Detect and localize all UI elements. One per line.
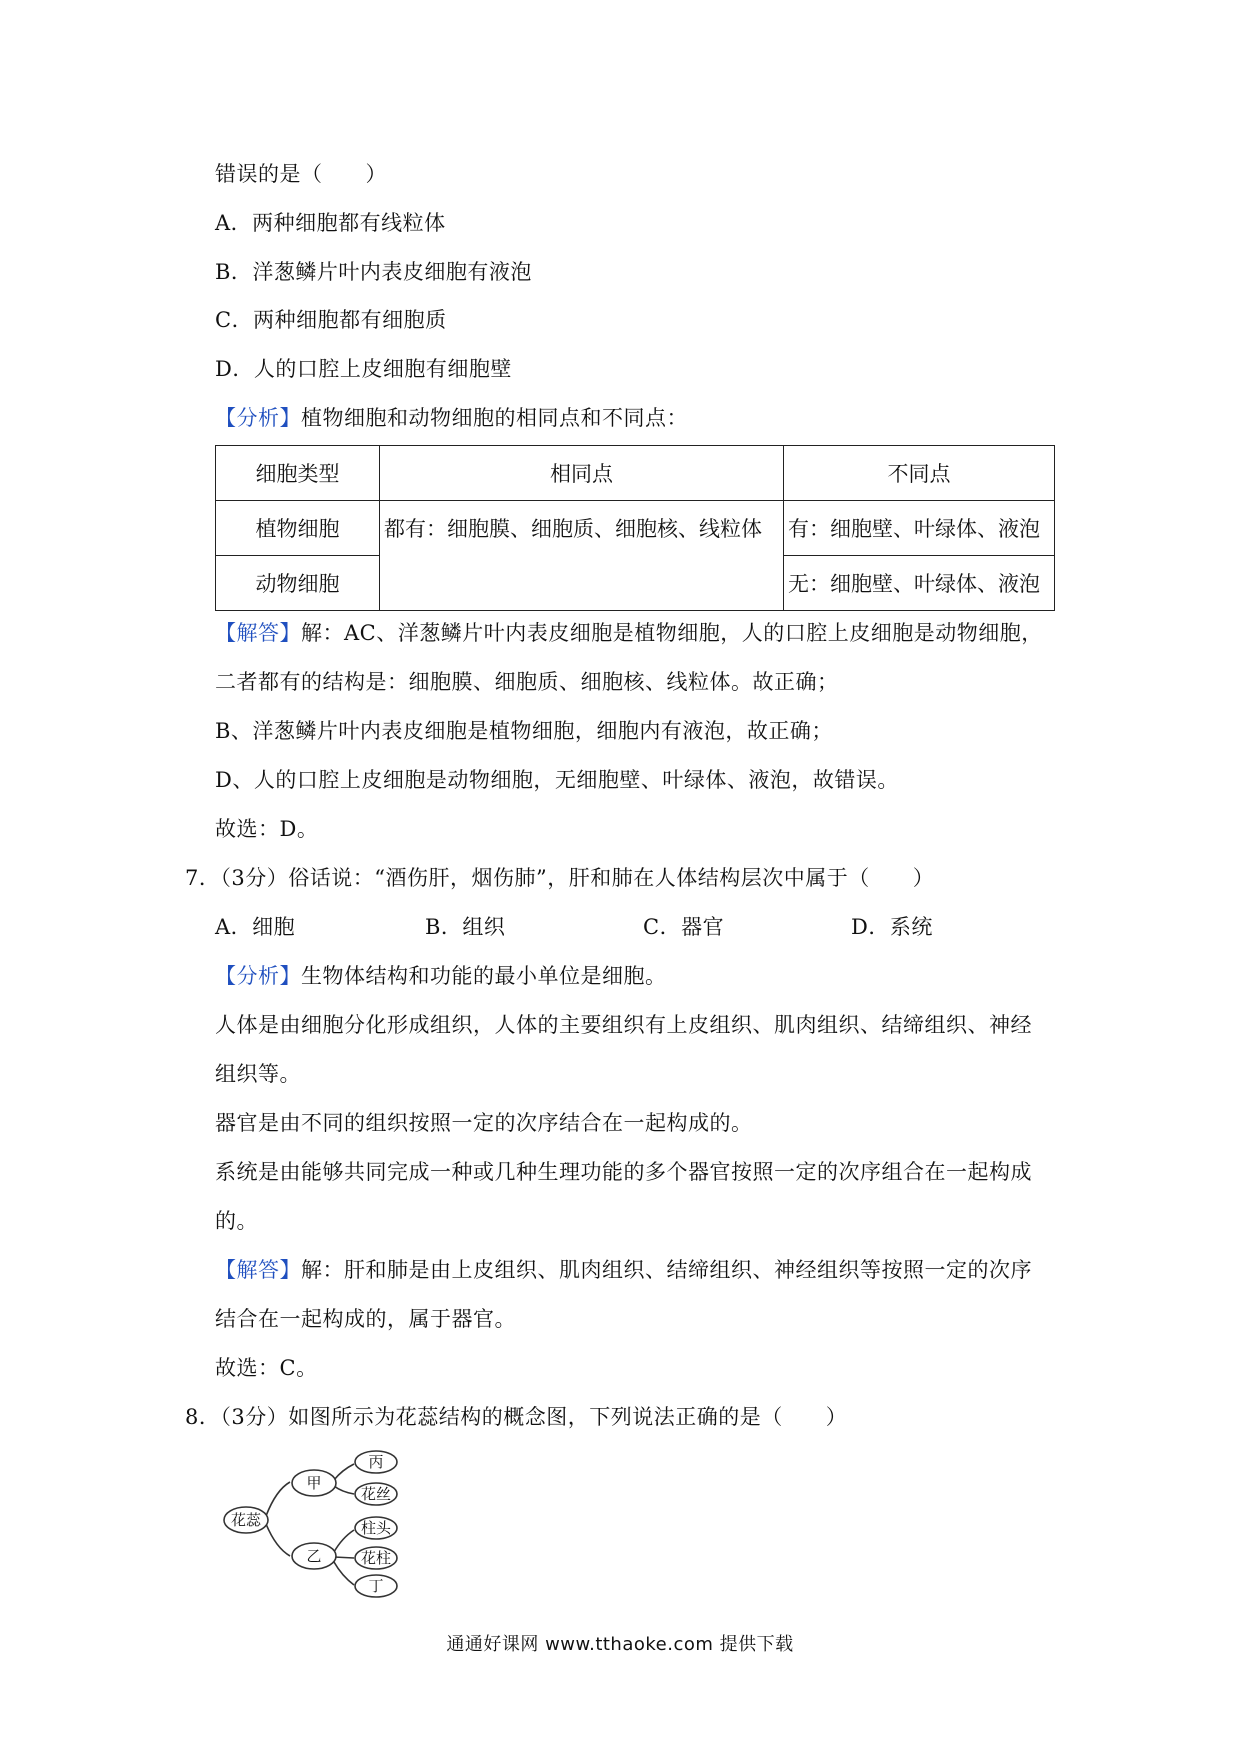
q6-answer-line-4: D、人的口腔上皮细胞是动物细胞，无细胞壁、叶绿体、液泡，故错误。	[215, 768, 899, 792]
q6-analysis	[215, 404, 688, 432]
diagram-label: 花柱	[360, 1549, 392, 1567]
analysis-tag: 【分析】	[215, 406, 301, 430]
q7-option-a: A．细胞	[215, 915, 296, 939]
answer-tag: 【解答】	[215, 1258, 301, 1282]
q7-options	[215, 913, 933, 941]
q7-answer-line-3: 故选：C。	[215, 1356, 318, 1380]
q6-answer-line-2: 二者都有的结构是：细胞膜、细胞质、细胞核、线粒体。故正确；	[215, 670, 839, 694]
q7-option-d: D．系统	[851, 915, 933, 939]
q7-analysis-line-5: 系统是由能够共同完成一种或几种生理功能的多个器官按照一定的次序组合在一起构成	[215, 1160, 1032, 1184]
q6-option-d: D．人的口腔上皮细胞有细胞壁	[215, 357, 512, 381]
diagram-label: 花丝	[360, 1485, 392, 1503]
q6-stem-end: 错误的是（ ）	[215, 162, 387, 186]
diagram-label: 花蕊	[230, 1511, 262, 1529]
q7-answer-line-2: 结合在一起构成的，属于器官。	[215, 1307, 516, 1331]
q7-stem: 7．（3分）俗话说：“酒伤肝，烟伤肺”，肝和肺在人体结构层次中属于（ ）	[185, 866, 935, 890]
q6-option-c: C．两种细胞都有细胞质	[215, 308, 447, 332]
diagram-label: 柱头	[360, 1519, 392, 1537]
q6-option-b: B．洋葱鳞片叶内表皮细胞有液泡	[215, 260, 532, 284]
analysis-text: 植物细胞和动物细胞的相同点和不同点：	[301, 406, 688, 430]
answer-tag: 【解答】	[215, 621, 301, 645]
analysis-text: 生物体结构和功能的最小单位是细胞。	[301, 964, 667, 988]
q7-analysis-line-3: 组织等。	[215, 1062, 301, 1086]
analysis-tag: 【分析】	[215, 964, 301, 988]
answer-text: 解：肝和肺是由上皮组织、肌肉组织、结缔组织、神经组织等按照一定的次序	[301, 1258, 1032, 1282]
q7-analysis-line-2: 人体是由细胞分化形成组织，人体的主要组织有上皮组织、肌肉组织、结缔组织、神经	[215, 1013, 1032, 1037]
q8-stem: 8．（3分）如图所示为花蕊结构的概念图，下列说法正确的是（ ）	[185, 1405, 848, 1429]
table-row	[216, 501, 1055, 556]
diagram-label: 丙	[368, 1453, 384, 1471]
q7-option-b: B．组织	[425, 915, 506, 939]
table-cell-diff: 有：细胞壁、叶绿体、液泡	[784, 501, 1055, 556]
page-footer: 通通好课网 www.tthaoke.com 提供下载	[446, 1634, 794, 1655]
q7-analysis-line-1	[215, 962, 667, 990]
table-header-diff: 不同点	[784, 446, 1055, 501]
diagram-label: 乙	[306, 1547, 322, 1565]
cell-comparison-table	[215, 445, 1055, 611]
q7-analysis-line-6: 的。	[215, 1209, 258, 1233]
table-cell-same: 都有：细胞膜、细胞质、细胞核、线粒体	[380, 501, 784, 611]
q6-answer-line-1	[215, 619, 1043, 647]
q6-answer-line-5: 故选：D。	[215, 817, 319, 841]
table-cell-type: 动物细胞	[216, 556, 380, 611]
answer-text: 解：AC、洋葱鳞片叶内表皮细胞是植物细胞，人的口腔上皮细胞是动物细胞，	[301, 621, 1043, 645]
table-header-type: 细胞类型	[216, 446, 380, 501]
q6-option-a: A．两种细胞都有线粒体	[215, 211, 446, 235]
q7-answer-line-1	[215, 1256, 1032, 1284]
table-cell-diff: 无：细胞壁、叶绿体、液泡	[784, 556, 1055, 611]
table-header-row	[216, 446, 1055, 501]
diagram-label: 甲	[306, 1474, 322, 1492]
table-header-same: 相同点	[380, 446, 784, 501]
stamen-pistil-concept-diagram	[220, 1448, 420, 1598]
q7-option-c: C．器官	[643, 915, 725, 939]
table-cell-type: 植物细胞	[216, 501, 380, 556]
q6-answer-line-3: B、洋葱鳞片叶内表皮细胞是植物细胞，细胞内有液泡，故正确；	[215, 719, 833, 743]
diagram-label: 丁	[368, 1577, 384, 1595]
q7-analysis-line-4: 器官是由不同的组织按照一定的次序结合在一起构成的。	[215, 1111, 753, 1135]
